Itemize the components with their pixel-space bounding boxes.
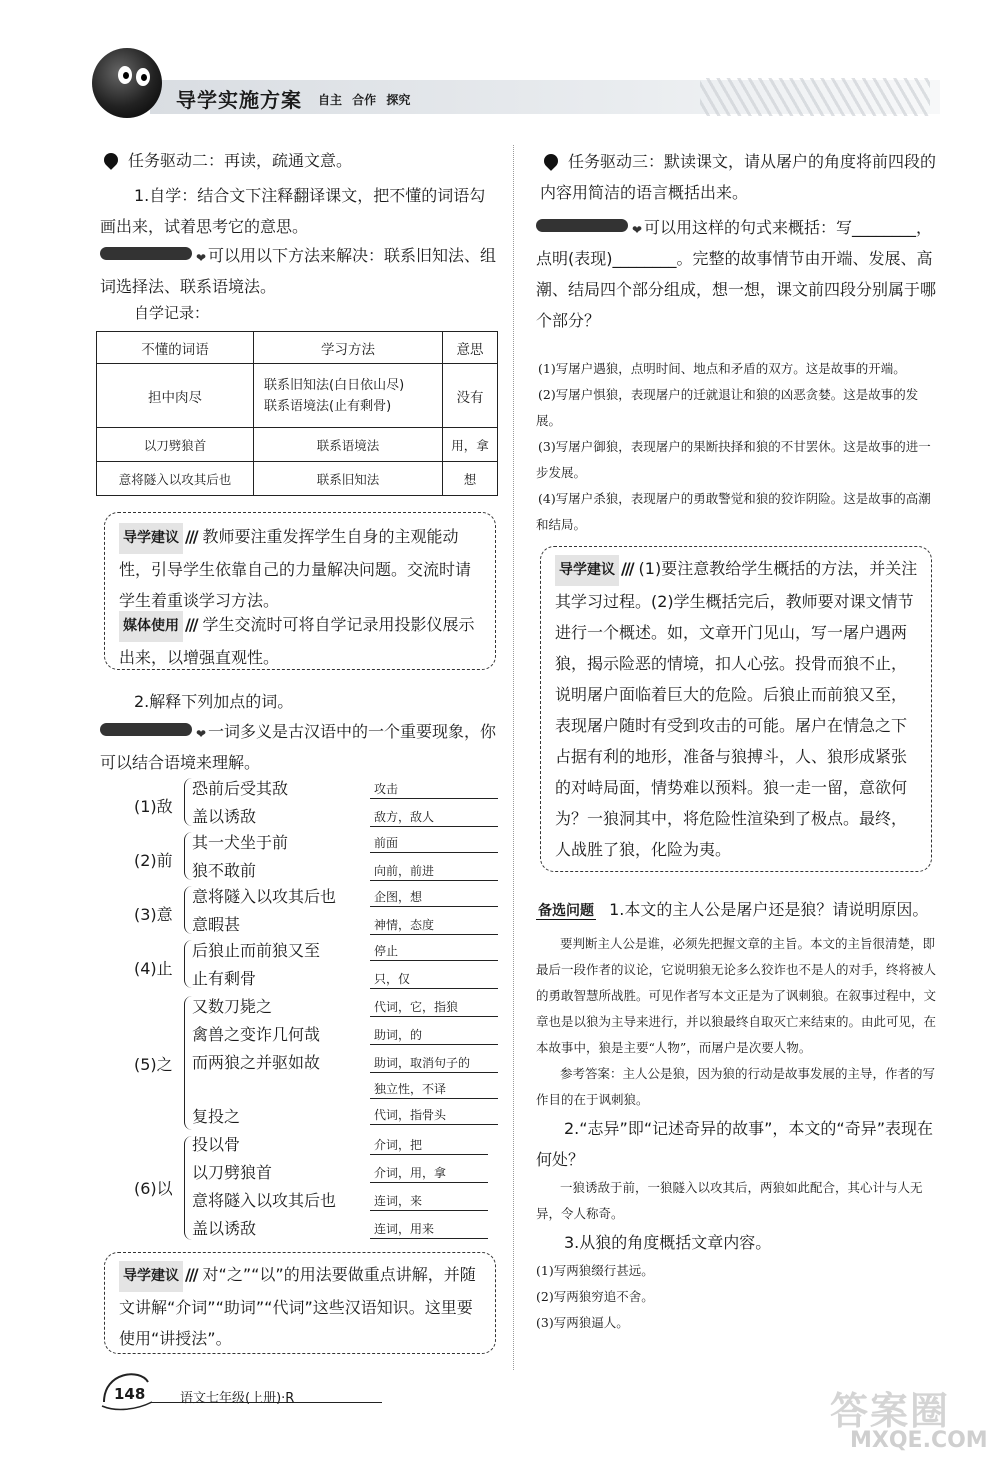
- meaning: 独立性，不译: [370, 1080, 498, 1099]
- location-pin-icon: [541, 151, 561, 171]
- sentence: 而两狼之并驱如故: [192, 1053, 321, 1072]
- guide-box-3: 导学建议 /// (1)要注意教给学生概括的方法，并关注其学习过程。(2)学生概括完后，教师要对课文情节进行一个概述。如，文章开门见山，写一屠户遇两狼，揭示险恶的情境，扣人心弦。投骨而狼不止，说明屠户面临着巨大的危险。后狼止而前狼又至，表现屠户随时有受到攻击的可能。屠户在情急之下占据有利的地形，准备与狼搏斗，人、狼形成紧张的对峙局面，情势难以预料。狼一走一留，意欲何为？一狼洞其中，将危险性渲染到了极点。最终，人战胜了狼，化险为夷。: [540, 546, 932, 872]
- meaning: 代词，它，指狼: [370, 998, 498, 1017]
- table-cell-word: 担中肉尽: [97, 364, 254, 428]
- alt-q1: 1.本文的主人公是屠户还是狼？请说明原因。: [609, 900, 929, 919]
- sentence: 以刀劈狼首: [192, 1163, 273, 1182]
- meaning: 只，仅: [370, 970, 498, 989]
- q2-text: 2.解释下列加点的词。: [134, 692, 294, 711]
- alt-a3-item: (2)写两狼穷追不舍。: [536, 1289, 654, 1304]
- answer-item: (2)写屠户惧狼，表现屠户的迁就退让和狼的凶恶贪婪。这是故事的发展。: [536, 387, 919, 428]
- guide-tag: 导学建议: [119, 523, 183, 554]
- guide-tag: 导学建议: [119, 1261, 183, 1292]
- alt-q3: 3.从狼的角度概括文章内容。: [564, 1233, 772, 1252]
- book-title: 语文七年级(上册)·R: [180, 1391, 295, 1406]
- sentence: 意将隧入以攻其后也: [192, 887, 337, 906]
- task3-heading: 任务驱动三：默读课文，请从屠户的角度将前四段的内容用简洁的语言概括出来。: [540, 152, 937, 202]
- sentence: 恐前后受其敌: [192, 779, 289, 798]
- alt-questions: [536, 894, 936, 1336]
- q1-text: 1.自学：结合文下注释翻译课文，把不懂的词语勾画出来，试着思考它的意思。: [100, 186, 486, 236]
- alt-a3-item: (1)写两狼缀行甚远。: [536, 1263, 654, 1278]
- group-label: (6)以: [134, 1179, 173, 1198]
- media-text: 学生交流时可将自学记录用投影仪展示出来，以增强直观性。: [119, 615, 475, 667]
- sentence: 又数刀毙之: [192, 997, 273, 1016]
- guide-box-2: 导学建议 /// 对“之”“以”的用法要做重点讲解，并随文讲解“介词”“助词”“代词”这些汉语知识。这里要使用“讲授法”。: [104, 1252, 496, 1354]
- hint3: ❤可以用这样的句式来概括：写________，点明(表现)________。完整的故事情节由开端、发展、高潮、结局四个部分组成，想一想，课文前四段分别属于哪个部分？: [536, 212, 936, 336]
- sentence: 投以骨: [192, 1135, 241, 1154]
- answer-item: (3)写屠户御狼，表现屠户的果断抉择和狼的不甘罢休。这是故事的进一步发展。: [536, 439, 931, 480]
- hint2: ❤一词多义是古汉语中的一个重要现象，你可以结合语境来理解。: [100, 716, 498, 778]
- table-cell-method: 联系旧知法(白日依山尽) 联系语境法(止有剩骨): [254, 364, 443, 428]
- alt-a1: 要判断主人公是谁，必须先把握文章的主旨。本文的主旨很清楚，即最后一段作者的议论，它说明狼无论多么狡诈也不是人的对手，终将被人的勇敢智慧所战胜。可见作者写本文正是为了讽刺狼。在叙事过程中，文章也是以狼为主导来进行，并以狼最终自取灭亡来结束的。由此可见，在本故事中，狼是主要“人物”，而屠户是次要人物。: [536, 936, 937, 1055]
- table-cell-method: 联系语境法: [254, 428, 443, 462]
- hint1: ❤可以用以下方法来解决：联系旧知法、组词选择法、联系语境法。: [100, 240, 498, 302]
- alt-q2: 2.“志异”即“记述奇异的故事”，本文的“奇异”表现在何处？: [536, 1119, 934, 1169]
- tip-pill-icon: [536, 219, 628, 232]
- group-label: (1)敌: [134, 797, 173, 816]
- sentence: 意暇甚: [192, 915, 241, 934]
- tip-pill-icon: [100, 247, 192, 260]
- sentence: 禽兽之变诈几何哉: [192, 1025, 321, 1044]
- table-cell-word: 以刀劈狼首: [97, 428, 254, 462]
- record-label: 自学记录：: [134, 304, 210, 322]
- meaning: 企图，想: [370, 888, 498, 907]
- guide-text-3: (1)要注意教给学生概括的方法，并关注其学习过程。(2)学生概括完后，教师要对课文情节进行一个概述。如，文章开门见山，写一屠户遇两狼，揭示险恶的情境，扣人心弦。投骨而狼不止，说明屠户面临着巨大的危险。后狼止而前狼又至，表现屠户随时有受到攻击的可能。屠户在情急之下占据有利的地形，准备与狼搏斗，人、狼形成紧张的对峙局面，情势难以预料。狼一走一留，意欲何为？一狼洞其中，将危险性渲染到了极点。最终，人战胜了狼，化险为夷。: [555, 559, 918, 859]
- table-cell-word: 意将隧入以攻其后也: [97, 462, 254, 496]
- answer-item: (1)写屠户遇狼，点明时间、地点和矛盾的双方。这是故事的开端。: [538, 361, 906, 376]
- alt-a2: 一狼诱敌于前，一狼隧入以攻其后，两狼如此配合，其心计与人无异，令人称奇。: [536, 1180, 923, 1221]
- meaning: 停止: [370, 942, 498, 961]
- footer-rule: [150, 1402, 382, 1403]
- watermark-logo: 答案圈: [830, 1389, 951, 1433]
- tip-pill-icon: [100, 723, 192, 736]
- sentence: 复投之: [192, 1107, 241, 1126]
- task2-heading: 任务驱动二：再读，疏通文意。: [100, 146, 500, 176]
- table-cell-meaning: 用，拿: [443, 428, 498, 462]
- location-pin-icon: [101, 150, 121, 170]
- header-stripes: [700, 78, 930, 116]
- group-label: (3)意: [134, 905, 173, 924]
- meaning: 前面: [370, 834, 498, 853]
- group-label: (4)止: [134, 959, 173, 978]
- meaning: 助词，取消句子的: [370, 1054, 498, 1073]
- guide-text-2: 对“之”“以”的用法要做重点讲解，并随文讲解“介词”“助词”“代词”这些汉语知识。这里要使用“讲授法”。: [119, 1265, 476, 1348]
- sentence: 盖以诱敌: [192, 807, 257, 826]
- answer-item: (4)写屠户杀狼，表现屠户的勇敢警觉和狼的狡诈阴险。这是故事的高潮和结局。: [536, 491, 931, 532]
- sentence: 后狼止而前狼又至: [192, 941, 321, 960]
- meaning: 介词，用，拿: [370, 1164, 488, 1183]
- meaning: 助词，的: [370, 1026, 498, 1045]
- meaning: 代词，指骨头: [370, 1106, 498, 1125]
- group-label: (5)之: [134, 1055, 173, 1074]
- th-meaning: 意思: [443, 332, 498, 364]
- column-divider: [513, 145, 514, 1370]
- meaning: 连词，来: [370, 1192, 488, 1211]
- alt-tag: 备选问题: [538, 903, 594, 919]
- watermark-url: MXQE.COM: [850, 1428, 988, 1453]
- media-tag: 媒体使用: [119, 611, 183, 642]
- sentence: 止有剩骨: [192, 969, 257, 988]
- table-cell-meaning: 没有: [443, 364, 498, 428]
- guide-text-1: 教师要注重发挥学生自身的主观能动性，引导学生依靠自己的力量解决问题。交流时请学生着重谈学习方法。: [119, 527, 472, 610]
- meaning: 攻击: [370, 780, 498, 799]
- page-number: 148: [114, 1385, 146, 1403]
- meaning: 敌方，敌人: [370, 808, 498, 827]
- guide-tag: 导学建议: [555, 555, 619, 586]
- header-title: 导学实施方案: [176, 88, 302, 112]
- table-cell-meaning: 想: [443, 462, 498, 496]
- group-label: (2)前: [134, 851, 173, 870]
- meaning: 介词，把: [370, 1136, 488, 1155]
- meaning: 向前，前进: [370, 862, 498, 881]
- meaning: 连词，用来: [370, 1220, 488, 1239]
- mascot-icon: [92, 48, 162, 118]
- th-word: 不懂的词语: [97, 332, 254, 364]
- sentence: 盖以诱敌: [192, 1219, 257, 1238]
- sentence: 狼不敢前: [192, 861, 257, 880]
- guide-box-1: 导学建议 /// 教师要注重发挥学生自身的主观能动性，引导学生依靠自己的力量解决问题。交流时请学生着重谈学习方法。 媒体使用 /// 学生交流时可将自学记录用投影仪展示出来，以增强直观性。: [104, 512, 496, 670]
- self-study-table: [96, 331, 498, 496]
- table-cell-method: 联系旧知法: [254, 462, 443, 496]
- alt-a3-item: (3)写两狼逼人。: [536, 1315, 629, 1330]
- header-subtitle: 自主 合作 探究: [318, 93, 411, 107]
- alt-a1b: 参考答案：主人公是狼，因为狼的行动是故事发展的主导，作者的写作目的在于讽刺狼。: [536, 1066, 936, 1107]
- th-method: 学习方法: [254, 332, 443, 364]
- sentence: 意将隧入以攻其后也: [192, 1191, 337, 1210]
- answers-list: [536, 356, 936, 538]
- meaning: 神情，态度: [370, 916, 498, 935]
- sentence: 其一犬坐于前: [192, 833, 289, 852]
